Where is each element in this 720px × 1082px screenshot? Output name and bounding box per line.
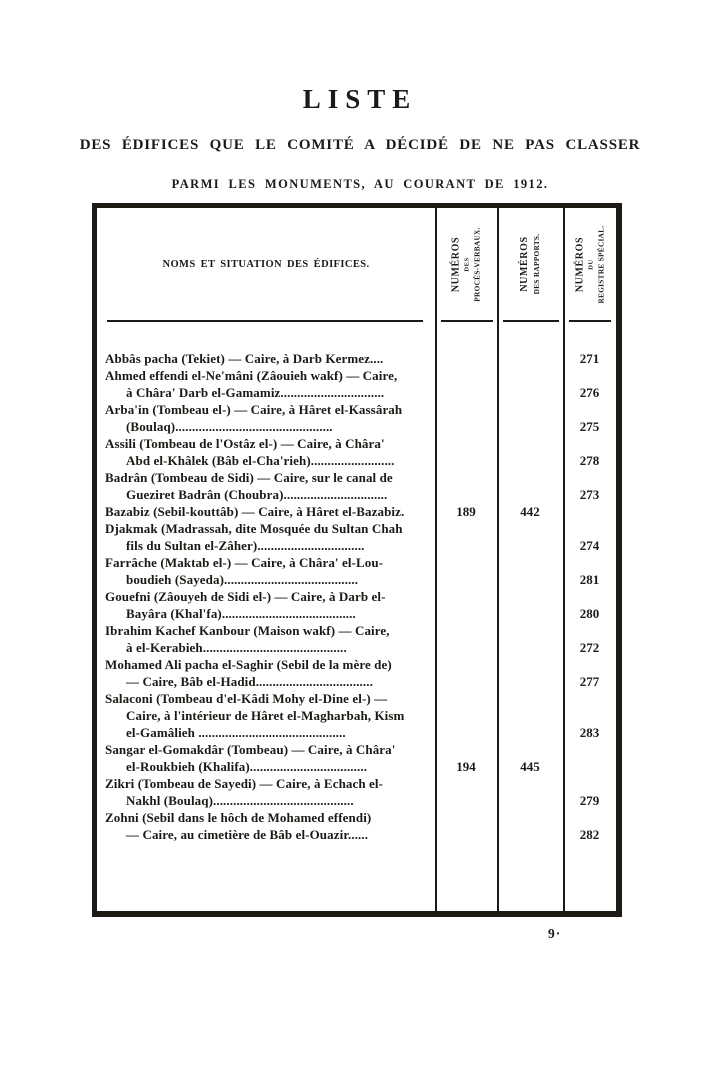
edifice-name-cell [97, 435, 435, 469]
edifice-line: Mohamed Ali pacha el-Saghir (Sebil de la mère de) [105, 657, 392, 672]
edifice-line: boudieh (Sayeda)........................................ [126, 572, 359, 587]
subtitle-line-1: DES ÉDIFICES QUE LE COMITÉ A DÉCIDÉ DE NE PAS CLASSER [79, 137, 641, 153]
edifice-line: Gueziret Badrân (Choubra)............................... [126, 487, 388, 502]
table-row [97, 656, 616, 690]
edifice-name-cell [97, 554, 435, 588]
registre-header-line: REGISTRE SPÉCIAL. [596, 224, 605, 304]
registre-column-header [563, 208, 616, 320]
registre-number-cell: 282 [579, 827, 600, 842]
edifice-line: Bayâra (Khal'fa)........................................ [126, 606, 356, 621]
registre-number-cell: 275 [579, 419, 600, 434]
pv-number-cell [435, 724, 497, 741]
registre-number-cell: 273 [579, 487, 600, 502]
pv-number-cell [435, 486, 497, 503]
pv-column-header-text [451, 215, 482, 313]
rapport-number-cell [497, 384, 563, 401]
pv-number-cell [435, 826, 497, 843]
registre-number-cell: 271 [579, 351, 600, 366]
edifice-name-cell [97, 503, 435, 520]
pv-header-line: PROCÈS-VERBAUX. [472, 226, 482, 302]
edifice-name-cell [97, 741, 435, 775]
registre-number-cell: 281 [579, 572, 600, 587]
names-column-header: NOMS ET SITUATION DES ÉDIFICES. [162, 258, 370, 270]
pv-number-cell [435, 384, 497, 401]
rapport-number-cell: 445 [520, 759, 540, 774]
registre-header-line: DU [587, 258, 594, 270]
column-divider [563, 208, 565, 911]
rapport-number-cell [497, 792, 563, 809]
column-divider [435, 208, 437, 911]
table-body [97, 322, 616, 843]
pv-number-cell: 189 [456, 504, 476, 519]
edifice-line: Ahmed effendi el-Ne'mâni (Zâouieh wakf) — Caire, [105, 368, 398, 383]
pv-number-cell [435, 350, 497, 367]
table-row [97, 367, 616, 401]
column-divider [497, 208, 499, 911]
table-row [97, 401, 616, 435]
edifice-line: Arba'in (Tombeau el-) — Caire, à Hâret el-Kassârah [105, 402, 403, 417]
edifice-line: Assili (Tombeau de l'Ostâz el-) — Caire, à Châra' [105, 436, 385, 451]
edifice-line: à Châra' Darb el-Gamamiz............................... [126, 385, 385, 400]
pv-number-cell [435, 452, 497, 469]
registre-number-cell [563, 503, 616, 520]
rapport-number-cell [497, 571, 563, 588]
table-row [97, 690, 616, 741]
edifice-line: Zikri (Tombeau de Sayedi) — Caire, à Echach el- [105, 776, 384, 791]
registre-number-cell: 279 [579, 793, 600, 808]
edifice-line: — Caire, au cimetière de Bâb el-Ouazir...... [126, 827, 369, 842]
rapports-column-header-text [519, 215, 541, 313]
edifice-line: Zohni (Sebil dans le hôch de Mohamed effendi) [105, 810, 372, 825]
edifice-line: (Boulaq)............................................... [126, 419, 333, 434]
registre-number-cell: 272 [579, 640, 600, 655]
edifice-line: Nakhl (Boulaq).......................................... [126, 793, 354, 808]
edifice-name-cell [97, 656, 435, 690]
edifice-line: Bazabiz (Sebil-kouttâb) — Caire, à Hâret el-Bazabiz. [105, 504, 405, 519]
table-row [97, 469, 616, 503]
edifice-line: à el-Kerabieh........................................... [126, 640, 347, 655]
table-row [97, 775, 616, 809]
edifice-name-cell [97, 690, 435, 741]
edifice-name-cell [97, 775, 435, 809]
pv-column-header [435, 208, 497, 320]
rapport-number-cell: 442 [520, 504, 540, 519]
rapport-number-cell [497, 537, 563, 554]
registre-number-cell: 283 [579, 725, 600, 740]
subtitle-line-2: PARMI LES MONUMENTS, AU COURANT DE 1912. [171, 177, 549, 191]
page-signature: 9· [548, 926, 562, 941]
rapport-number-cell [497, 452, 563, 469]
edifice-line: Sangar el-Gomakdâr (Tombeau) — Caire, à Châra' [105, 742, 396, 757]
pv-number-cell [435, 605, 497, 622]
edifice-line: Abd el-Khâlek (Bâb el-Cha'rieh)......................... [126, 453, 395, 468]
edifice-line: Ibrahim Kachef Kanbour (Maison wakf) — Caire, [105, 623, 390, 638]
edifice-line: Gouefni (Zâouyeh de Sidi el-) — Caire, à Darb el- [105, 589, 386, 604]
rapports-header-line: NUMÉROS [519, 236, 530, 292]
registre-number-cell: 274 [579, 538, 600, 553]
registre-number-cell: 278 [579, 453, 600, 468]
edifice-name-cell [97, 367, 435, 401]
registre-number-cell [563, 758, 616, 775]
registre-number-cell: 276 [579, 385, 600, 400]
rapport-number-cell [497, 826, 563, 843]
registre-header-line: NUMÉROS [574, 236, 585, 292]
edifice-name-cell [97, 520, 435, 554]
rapport-number-cell [497, 486, 563, 503]
edifice-name-cell [97, 401, 435, 435]
table-row [97, 622, 616, 656]
table-row [97, 520, 616, 554]
edifice-line: Djakmak (Madrassah, dite Mosquée du Sultan Chah [105, 521, 403, 536]
table-row [97, 588, 616, 622]
pv-header-line: DES [463, 256, 471, 272]
edifice-line: Salaconi (Tombeau d'el-Kâdi Mohy el-Dine el-) — [105, 691, 388, 706]
edifice-line: el-Roukbieh (Khalifa)................................... [126, 759, 368, 774]
rapport-number-cell [497, 418, 563, 435]
edifice-name-cell [97, 350, 435, 367]
pv-number-cell [435, 418, 497, 435]
edifice-line: Farrâche (Maktab el-) — Caire, à Châra' el-Lou- [105, 555, 384, 570]
table-row [97, 809, 616, 843]
table-row [97, 554, 616, 588]
edifice-name-cell [97, 809, 435, 843]
pv-number-cell [435, 792, 497, 809]
pv-number-cell [435, 673, 497, 690]
edifice-name-cell [97, 622, 435, 656]
table-row [97, 503, 616, 520]
registre-number-cell: 280 [579, 606, 600, 621]
pv-number-cell: 194 [456, 759, 476, 774]
edifice-name-cell [97, 469, 435, 503]
rapport-number-cell [497, 639, 563, 656]
pv-header-line: NUMÉROS [450, 236, 462, 292]
rapport-number-cell [497, 724, 563, 741]
edifice-line: Abbâs pacha (Tekiet) — Caire, à Darb Kermez.... [105, 351, 384, 366]
rapport-number-cell [497, 673, 563, 690]
monuments-table [92, 203, 622, 917]
rapports-header-line: DES RAPPORTS. [532, 233, 541, 295]
edifice-line: Badrân (Tombeau de Sidi) — Caire, sur le canal de [105, 470, 393, 485]
rapports-column-header [497, 208, 563, 320]
registre-number-cell: 277 [579, 674, 600, 689]
pv-number-cell [435, 639, 497, 656]
page-title: LISTE [302, 84, 418, 114]
table-row [97, 435, 616, 469]
pv-number-cell [435, 537, 497, 554]
pv-number-cell [435, 571, 497, 588]
table-row [97, 350, 616, 367]
rapport-number-cell [497, 350, 563, 367]
edifice-line: — Caire, Bâb el-Hadid................................... [126, 674, 373, 689]
rapport-number-cell [497, 605, 563, 622]
edifice-line: fils du Sultan el-Zâher)................................ [126, 538, 365, 553]
edifice-line: Caire, à l'intérieur de Hâret el-Magharbah, Kism [126, 708, 405, 723]
edifice-line: el-Gamâlieh ............................................ [126, 725, 346, 740]
table-row [97, 741, 616, 775]
registre-column-header-text [574, 215, 605, 313]
edifice-name-cell [97, 588, 435, 622]
